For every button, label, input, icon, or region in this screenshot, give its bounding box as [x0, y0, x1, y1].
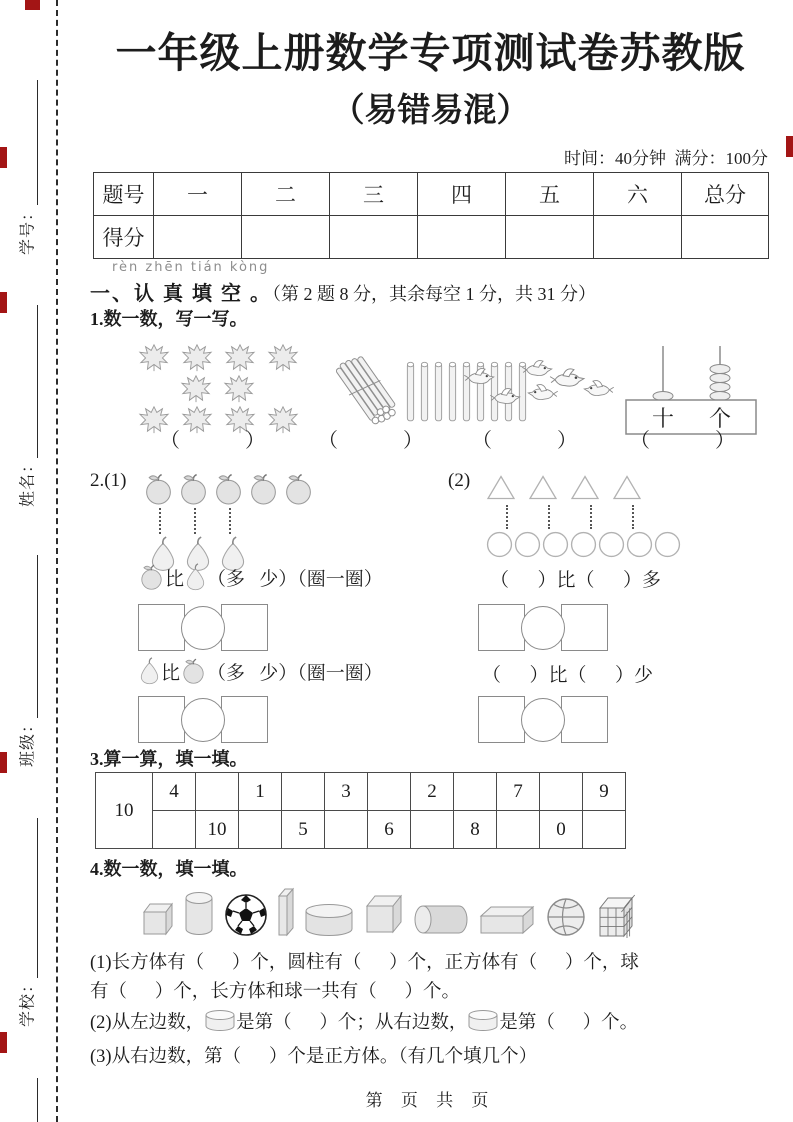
q1-answer-blank: （ ） [160, 430, 267, 452]
score-table [93, 172, 769, 259]
score-value-row [94, 216, 769, 259]
q3-cell [540, 773, 583, 811]
score-header-row [94, 173, 769, 216]
registration-mark [0, 1032, 7, 1053]
q1-label: 1.数一数，写一写。 [90, 309, 248, 329]
q2-compare-line-1 [138, 563, 383, 591]
student-number-label: 学号： [19, 204, 37, 256]
leaf-row [135, 373, 302, 404]
score-blank-cell [594, 216, 682, 259]
apple-icon [138, 563, 165, 591]
q2-part2-number: (2) [448, 470, 471, 491]
class-label: 班级： [19, 716, 37, 768]
apple-icon [180, 657, 207, 685]
answer-box [221, 604, 268, 651]
q3-cell: 3 [325, 773, 368, 811]
q4-line1a: (1)长方体有（ ）个，圆柱有（ ）个，正方体有（ ）个，球 [90, 953, 639, 973]
answer-box [478, 696, 525, 743]
q3-table [95, 772, 626, 849]
q3-lead-cell: 10 [96, 773, 153, 849]
leaf-row [135, 342, 302, 373]
triangle-icon [528, 474, 558, 501]
q3-label: 3.算一算，填一填。 [90, 749, 248, 769]
q3-cell [239, 811, 282, 849]
q3-cell [411, 811, 454, 849]
q3-cell [368, 773, 411, 811]
dotted-link [528, 505, 570, 529]
q4-line3: (3)从右边数，第（ ）个是正方体。（有几个填几个） [90, 1047, 538, 1067]
score-blank-cell [154, 216, 242, 259]
time-score-meta: 时间：40分钟 满分：100分 [564, 149, 768, 168]
soccer-ball-icon [223, 892, 269, 938]
apples-row [142, 472, 315, 506]
dotted-link [142, 508, 177, 534]
q2-equation-boxes [138, 696, 268, 743]
q3-cell: 2 [411, 773, 454, 811]
q3-cell: 1 [239, 773, 282, 811]
circle-icon [542, 531, 569, 558]
answer-box [561, 604, 608, 651]
answer-box [138, 604, 185, 651]
q1-answer-blank: （ ） [318, 430, 425, 452]
q3-cell [325, 811, 368, 849]
q4-line2 [90, 1008, 638, 1034]
q4-shapes-figure [140, 886, 638, 938]
answer-box [561, 696, 608, 743]
maple-leaf-icon [177, 373, 215, 403]
bird-icon [582, 376, 616, 407]
score-blank-cell [506, 216, 594, 259]
rubiks-cube-icon [594, 890, 638, 938]
q3-cell: 9 [583, 773, 626, 811]
stick-icon [406, 356, 415, 428]
section-heading [90, 277, 596, 306]
maple-leaf-icon [220, 373, 258, 403]
apple-icon [212, 472, 245, 506]
q1-answer-blank: （ ） [630, 430, 737, 452]
q2-compare-more-line: （ ）比（ ）多 [490, 570, 662, 591]
apple-icon [142, 472, 175, 506]
operator-circle [181, 698, 225, 742]
score-row-label: 得分 [94, 216, 154, 259]
registration-mark [25, 0, 40, 10]
student-name-label: 姓名： [19, 456, 37, 508]
triangle-circle-links [486, 505, 654, 529]
q3-cell [282, 773, 325, 811]
q3-cell: 0 [540, 811, 583, 849]
seal-solid-line [37, 818, 38, 978]
apple-icon [282, 472, 315, 506]
cuboid-tall-icon [276, 886, 296, 938]
stick-icon [434, 356, 443, 428]
q2-equation-boxes [478, 604, 608, 651]
maple-leaf-icon [221, 342, 259, 372]
seal-solid-line [37, 80, 38, 205]
birds-figure [462, 352, 617, 430]
q3-cell [583, 811, 626, 849]
answer-box [221, 696, 268, 743]
circle-icon [514, 531, 541, 558]
cuboid-long-icon [477, 902, 537, 938]
circles-row [486, 531, 681, 558]
pear-icon [138, 657, 161, 685]
apple-icon [177, 472, 210, 506]
q3-cell [454, 773, 497, 811]
bird-icon [547, 364, 586, 400]
q4-line1b: 有（ ）个，长方体和球一共有（ ）个。 [90, 982, 461, 1002]
compare-options: （多 少）（圈一圈） [207, 568, 383, 590]
page-footer: 第 页 共 页 [365, 1091, 496, 1110]
q4-line2-part: 是第（ ）个。 [499, 1013, 639, 1033]
score-blank-cell [682, 216, 769, 259]
compare-word: 比 [165, 568, 185, 590]
circle-icon [570, 531, 597, 558]
cylinder-small-icon [467, 1009, 499, 1033]
score-header-cell: 总分 [682, 173, 769, 216]
answer-box [138, 696, 185, 743]
score-blank-cell [418, 216, 506, 259]
basketball-icon [545, 896, 587, 938]
q1-answer-blank: （ ） [472, 430, 579, 452]
stick-icon [420, 356, 429, 428]
section-note: （第 2 题 8 分，其余每空 1 分，共 31 分） [272, 284, 596, 304]
cylinder-small-icon [204, 1009, 236, 1033]
operator-circle [181, 606, 225, 650]
score-header-cell: 四 [418, 173, 506, 216]
stick-icon [448, 356, 457, 428]
dotted-link [212, 508, 247, 534]
score-header-cell: 一 [154, 173, 242, 216]
score-header-cell: 三 [330, 173, 418, 216]
dotted-link [177, 508, 212, 534]
compare-options: （多 少）（圈一圈） [207, 662, 383, 684]
q4-line2-part: 是第（ ）个；从右边数， [236, 1013, 468, 1033]
abacus-ones-label: 个 [708, 406, 732, 431]
q2-part1-number: 2.(1) [90, 470, 127, 491]
pear-icon [184, 563, 207, 591]
dotted-link [570, 505, 612, 529]
registration-mark [0, 292, 7, 313]
circle-icon [626, 531, 653, 558]
circle-icon [486, 531, 513, 558]
registration-mark [0, 752, 7, 773]
operator-circle [521, 606, 565, 650]
maple-leaf-icon [264, 342, 302, 372]
score-header-cell: 题号 [94, 173, 154, 216]
school-label: 学校： [19, 976, 37, 1028]
cuboid-small-icon [140, 898, 176, 938]
q3-cell: 10 [196, 811, 239, 849]
q4-label: 4.数一数，填一填。 [90, 859, 248, 879]
score-blank-cell [242, 216, 330, 259]
seal-solid-line [37, 305, 38, 458]
maple-leaf-icon [178, 342, 216, 372]
page-title: 一年级上册数学专项测试卷苏教版 [115, 30, 746, 76]
dotted-link [486, 505, 528, 529]
q3-cell: 8 [454, 811, 497, 849]
q3-cell [153, 811, 196, 849]
triangle-icon [486, 474, 516, 501]
q3-cell [196, 773, 239, 811]
compare-word: 比 [161, 662, 181, 684]
maple-leaf-icon [135, 342, 173, 372]
maple-leaves-figure [135, 342, 302, 435]
q2-compare-less-line: （ ）比（ ）少 [482, 665, 654, 686]
cylinder-icon [183, 890, 215, 938]
q3-cell: 5 [282, 811, 325, 849]
dotted-link [612, 505, 654, 529]
q2-compare-line-2 [138, 657, 383, 685]
operator-circle [521, 698, 565, 742]
q3-cell: 6 [368, 811, 411, 849]
q2-equation-boxes [478, 696, 608, 743]
apple-icon [247, 472, 280, 506]
bird-icon [488, 384, 522, 415]
q3-cell: 7 [497, 773, 540, 811]
stick-bundle-icon [336, 350, 398, 432]
cylinder-lying-icon [412, 902, 470, 938]
q4-line2-part: (2)从左边数， [90, 1013, 205, 1033]
section-pinyin: rèn zhēn tián kòng [112, 260, 270, 275]
score-header-cell: 五 [506, 173, 594, 216]
q2-equation-boxes [138, 604, 268, 651]
score-header-cell: 二 [242, 173, 330, 216]
registration-mark [0, 147, 7, 168]
seal-dashed-line [56, 0, 58, 1122]
q3-bottom-row [96, 811, 626, 849]
page-subtitle: （易错易混） [331, 91, 530, 128]
seal-solid-line [37, 555, 38, 718]
seal-solid-line [37, 1078, 38, 1122]
score-header-cell: 六 [594, 173, 682, 216]
triangle-icon [570, 474, 600, 501]
q3-cell: 4 [153, 773, 196, 811]
answer-box [478, 604, 525, 651]
score-blank-cell [330, 216, 418, 259]
circle-icon [598, 531, 625, 558]
q3-top-row [96, 773, 626, 811]
circle-icon [654, 531, 681, 558]
apple-pear-links [142, 508, 247, 534]
maple-leaf-icon [264, 404, 302, 434]
triangle-icon [612, 474, 642, 501]
cube-icon [363, 892, 405, 938]
triangles-row [486, 474, 642, 501]
q3-cell [497, 811, 540, 849]
abacus-tens-label: 十 [651, 406, 675, 431]
section-title: 一、认 真 填 空 。 [90, 283, 272, 305]
cylinder-short-icon [303, 902, 355, 938]
registration-mark [786, 136, 793, 157]
